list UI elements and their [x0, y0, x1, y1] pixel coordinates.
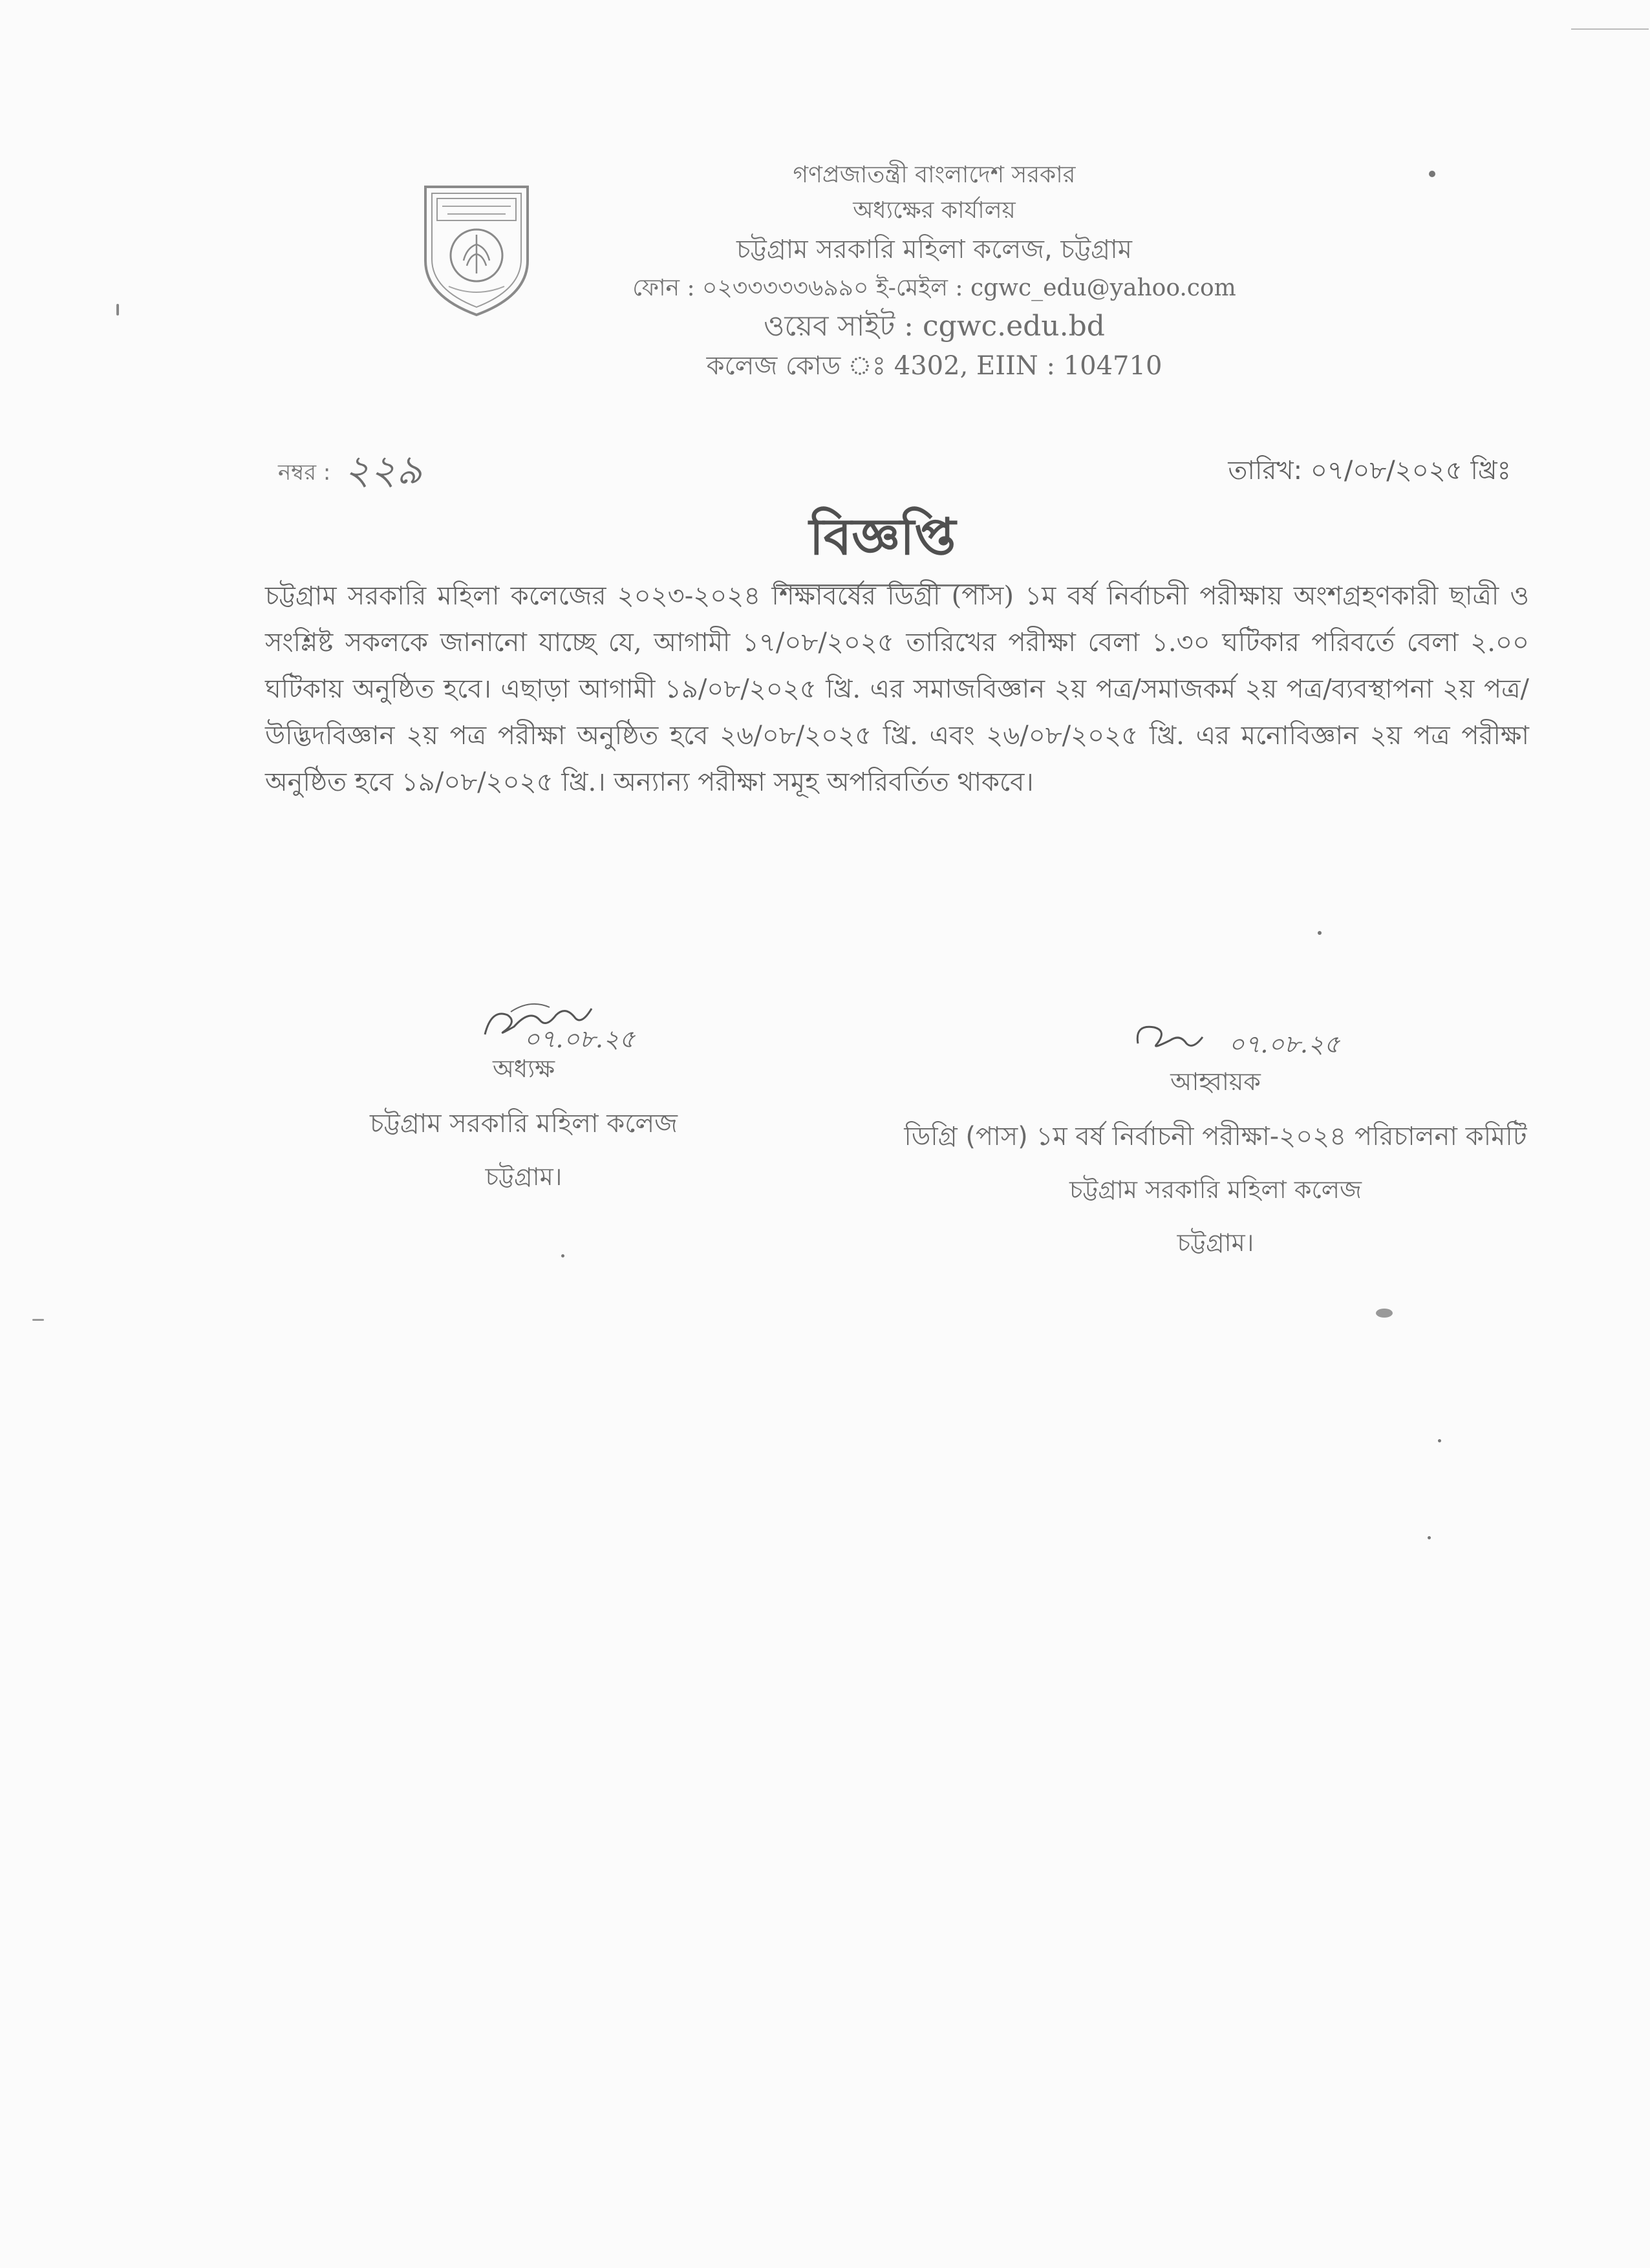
scan-speck: [1438, 1439, 1441, 1442]
principal-title: অধ্যক্ষ: [492, 1054, 555, 1083]
scan-speck: [116, 304, 119, 316]
letterhead: [530, 162, 1338, 381]
office-name: অধ্যক্ষের কার্যালয়: [853, 197, 1016, 224]
memo-number: [278, 440, 422, 506]
government-name: গণপ্রজাতন্ত্রী বাংলাদেশ সরকার: [793, 162, 1076, 188]
memo-label: নম্বর :: [278, 460, 331, 486]
convener-city: চট্টগ্রাম।: [1177, 1228, 1254, 1257]
scan-speck: [1376, 1309, 1393, 1318]
scan-speck: [32, 1319, 44, 1321]
college-emblem: [422, 183, 531, 319]
notice-body: চট্টগ্রাম সরকারি মহিলা কলেজের ২০২৩-২০২৪ শিক্ষাবর্ষের ডিগ্রী (পাস) ১ম বর্ষ নির্বাচনী পরীক্ষায় অংশগ্রহণকারী ছাত্রী ও সংশ্লিষ্ট সকলকে জানানো যাচ্ছে যে, আগামী ১৭/০৮/২০২৫ তারিখের পরীক্ষা বেলা ১.৩০ ঘটিকার পরিবর্তে বেলা ২.০০ ঘটিকায় অনুষ্ঠিত হবে। এছাড়া আগামী ১৯/০৮/২০২৫ খ্রি. এর সমাজবিজ্ঞান ২য় পত্র/সমাজকর্ম ২য় পত্র/ব্যবস্থাপনা ২য় পত্র/উদ্ভিদবিজ্ঞান ২য় পত্র পরীক্ষা অনুষ্ঠিত হবে ২৬/০৮/২০২৫ খ্রি. এবং ২৬/০৮/২০২৫ খ্রি. এর মনোবিজ্ঞান ২য় পত্র পরীক্ষা অনুষ্ঠিত হবে ১৯/০৮/২০২৫ খ্রি.। অন্যান্য পরীক্ষা সমূহ অপরিবর্তিত থাকবে।: [265, 581, 1529, 797]
convener-signature-block: [834, 1015, 1597, 1265]
notice-title: বিজ্ঞপ্তি: [776, 498, 989, 586]
scan-speck: [1428, 1536, 1431, 1539]
scan-speck: [1429, 171, 1435, 177]
website: ওয়েব সাইট : cgwc.edu.bd: [764, 310, 1105, 343]
convener-signature: [1131, 1018, 1222, 1056]
college-name: চট্টগ্রাম সরকারি মহিলা কলেজ, চট্টগ্রাম: [736, 234, 1132, 264]
scan-speck: [561, 1254, 564, 1257]
scan-speck: [1318, 931, 1322, 935]
principal-signature-block: [323, 996, 724, 1199]
scan-edge-line: [1571, 28, 1649, 30]
convener-title: আহ্বায়ক: [1170, 1067, 1261, 1096]
memo-number-handwritten: ২২৯: [344, 446, 422, 493]
principal-college: চট্টগ্রাম সরকারি মহিলা কলেজ: [370, 1109, 678, 1139]
notice-date: তারিখ: ০৭/০৮/২০২৫ খ্রিঃ: [1228, 456, 1511, 486]
contact-info: ফোন : ০২৩৩৩৩৩৬৯৯০ ই-মেইল : cgwc_edu@yahoo.com: [632, 274, 1236, 301]
college-code: কলেজ কোড ঃ 4302, EIIN : 104710: [706, 350, 1162, 381]
principal-sign-date: ০৭.০৮.২৫: [524, 1025, 636, 1053]
committee-name: ডিগ্রি (পাস) ১ম বর্ষ নির্বাচনী পরীক্ষা-২০২৪ পরিচালনা কমিটি: [904, 1122, 1527, 1151]
convener-college: চট্টগ্রাম সরকারি মহিলা কলেজ: [1069, 1175, 1362, 1204]
convener-sign-date: ০৭.০৮.২৫: [1228, 1030, 1340, 1058]
principal-city: চট্টগ্রাম।: [485, 1162, 562, 1191]
